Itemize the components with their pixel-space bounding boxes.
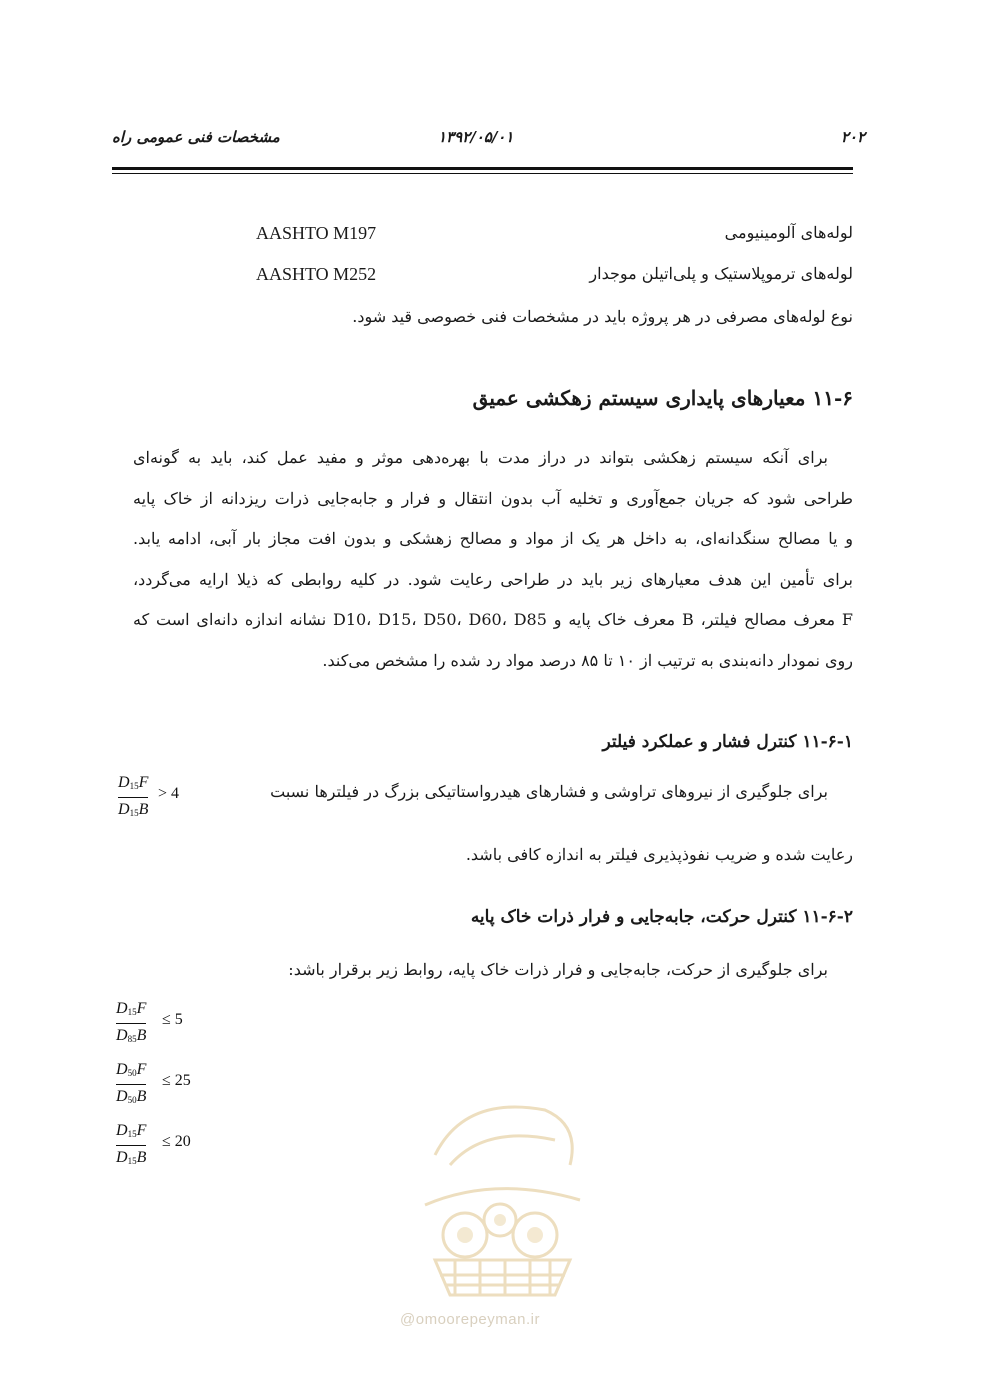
pipe-standard-1: AASHTO M197	[256, 223, 377, 243]
sub1-line1: برای جلوگیری از نیروهای تراوشی و فشارهای هیدرواستاتیکی بزرگ در فیلترها نسبت	[270, 782, 828, 801]
header-rule-thick	[112, 167, 853, 170]
header-rule-thin	[112, 173, 853, 174]
pipe-standard-2: AASHTO M252	[256, 264, 377, 284]
formula-2: $D_{50}F$ $D_{50}B$	[116, 1061, 147, 1105]
section-title: ۱۱-۶ معیارهای پایداری سیستم زهکشی عمیق	[472, 386, 853, 410]
fraction-bar	[118, 797, 148, 798]
watermark-logo-icon	[395, 1085, 605, 1305]
fraction-bar	[116, 1023, 146, 1024]
sub2-intro: برای جلوگیری از حرکت، جابه‌جایی و فرار ذرات خاک پایه، روابط زیر برقرار باشد:	[288, 960, 828, 979]
formula-1: $D_{15}F$ $D_{85}B$	[116, 1000, 147, 1044]
paragraph-line: برای تأمین این هدف معیارهای زیر باید در طراحی رعایت شود. در کلیه روابطی که ذیلا ارایه می‌گردد،	[133, 569, 854, 589]
formula-1-relation: ≤ 5	[162, 1011, 183, 1028]
paragraph-line: طراحی شود که جریان جمع‌آوری و تخلیه آب بدون انتقال و فرار و جابه‌جایی ذرات ریزدانه از خاک پایه	[133, 488, 853, 508]
paragraph-line: و یا مصالح سنگدانه‌ای، به داخل هر یک از مواد و مصالح زهشکی و بدون افت مجاز بار آبی، ادامه یابد.	[133, 529, 854, 548]
sub1-ratio-numerator: $D_{15}F$	[118, 774, 149, 791]
sub2-title: ۱۱-۶-۲ کنترل حرکت، جابه‌جایی و فرار ذرات خاک پایه	[470, 907, 853, 927]
watermark-handle: @omoorepeyman.ir	[400, 1311, 540, 1328]
paragraph-line: برای آنکه سیستم زهکشی بتواند در دراز مدت با بهره‌دهی موثر و مفید عمل کند، باید به گونه‌ای	[133, 448, 828, 467]
formula-3: $D_{15}F$ $D_{15}B$	[116, 1122, 147, 1166]
paragraph-line: F معرف مصالح فیلتر، B معرف خاک پایه و D10، D15، D50، D60، D85 نشانه اندازه دانه‌ای است که	[133, 610, 853, 629]
sub1-title: ۱۱-۶-۱ کنترل فشار و عملکرد فیلتر	[602, 732, 853, 752]
pipe-name-1: لوله‌های آلومینیومی	[724, 223, 853, 242]
sub1-ratio-relation: > 4	[158, 785, 180, 802]
header-date: ۱۳۹۲/۰۵/۰۱	[438, 128, 514, 146]
paragraph-line: روی نمودار دانه‌بندی به ترتیب از ۱۰ تا ۸۵ درصد مواد رد شده را مشخص می‌کند.	[322, 650, 853, 670]
formula-2-relation: ≤ 25	[162, 1072, 191, 1089]
sub1-line2: رعایت شده و ضریب نفوذپذیری فیلتر به اندازه کافی باشد.	[465, 845, 853, 864]
book-title: مشخصات فنی عمومی راه	[112, 128, 280, 146]
page-number: ۲۰۲	[840, 128, 865, 146]
sub1-ratio	[118, 774, 148, 822]
pipe-note: نوع لوله‌های مصرفی در هر پروژه باید در مشخصات فنی خصوصی قید شود.	[352, 307, 853, 326]
pipe-name-2: لوله‌های ترموپلاستیک و پلی‌اتیلن موجدار	[589, 264, 853, 283]
formula-3-relation: ≤ 20	[162, 1133, 191, 1150]
sub1-ratio-denominator: $D_{15}B$	[118, 801, 149, 818]
section-paragraph	[133, 438, 853, 681]
fraction-bar	[116, 1084, 146, 1085]
fraction-bar	[116, 1145, 146, 1146]
